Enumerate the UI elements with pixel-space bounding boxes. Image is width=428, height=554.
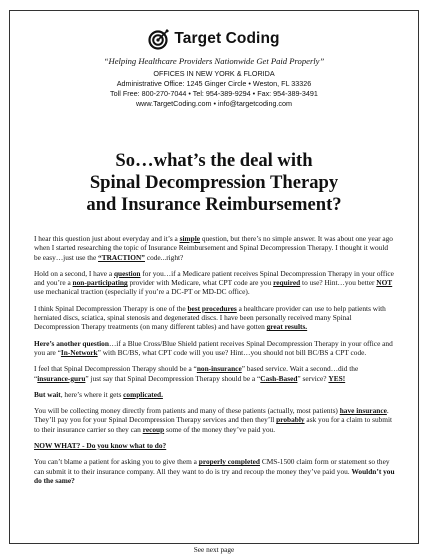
title-line-3: and Insurance Reimbursement? (86, 194, 342, 215)
emphasis: have insurance (339, 406, 387, 416)
paragraph-5 (34, 364, 396, 383)
target-icon (148, 28, 170, 50)
paragraph-9 (34, 457, 396, 485)
phone-line: Toll Free: 800-270-7044 • Tel: 954-389-9294 • Fax: 954-389-3491 (110, 89, 318, 98)
emphasis: complicated. (123, 389, 163, 399)
brand-name: Target Coding (174, 30, 280, 47)
emphasis: properly completed (198, 457, 260, 467)
page-title (10, 150, 418, 216)
text: I feel that Spinal Decompression Therapy should be a “ (34, 364, 197, 374)
emphasis: YES! (328, 373, 346, 383)
emphasis: best procedures (187, 303, 237, 313)
text: to use? Hint…you better (300, 278, 377, 288)
text: code...right? (144, 252, 184, 262)
emphasis: Cash-Based (260, 373, 298, 383)
emphasis: recoup (142, 424, 165, 434)
text: question, but there’s no simple answer. It was about one year ago when I started researching the topic of Insurance Reimbursement and Spinal Decompression Therapy. I thought it would be easy…just use the (34, 234, 393, 262)
title-line-2: Spinal Decompression Therapy (89, 172, 339, 193)
paragraph-7 (34, 406, 396, 434)
title-line-1: So…what’s the deal with (115, 150, 313, 171)
paragraph-8 (34, 441, 396, 450)
text: . They’ll pay you for your Spinal Decompression Therapy services and then they’ll (34, 406, 389, 425)
emphasis: Here’s another question (34, 338, 109, 348)
emphasis: non-insurance (196, 364, 242, 374)
offices-line: OFFICES IN NEW YORK & FLORIDA (153, 69, 275, 78)
text: ask you for a claim to submit to their insurance carrier so they can (34, 415, 393, 434)
paragraph-4 (34, 339, 396, 358)
paragraph-6 (34, 390, 396, 399)
text: ” just say that Spinal Decompression Therapy should be a “ (85, 373, 261, 383)
emphasis: NOT (376, 278, 393, 288)
text: You will be collecting money directly from patients and many of these patients (actually, most patients) (34, 406, 340, 416)
tagline: “Helping Healthcare Providers Nationwide Get Paid Properly” (103, 56, 325, 66)
text: ” with BC/BS, what CPT code will you use? Hint…you should not bill BC/BS a CPT code. (97, 347, 367, 357)
emphasis: In-Network (60, 347, 98, 357)
see-next-page: See next page (193, 545, 235, 554)
emphasis: required (273, 278, 301, 288)
text: , here’s where it gets (60, 389, 124, 399)
logo-group (148, 28, 279, 50)
paragraph-1 (34, 234, 396, 262)
emphasis: simple (179, 234, 201, 243)
web-line: www.TargetCoding.com • info@targetcoding.com (135, 99, 293, 108)
text: CMS-1500 claim form or statement so they can submit it to their insurance company. All they want to do is try and recoup the money they’ve paid you. (34, 457, 390, 476)
text: some of the money they’ve paid you. (164, 424, 276, 434)
emphasis: great results. (266, 322, 308, 332)
section-heading: NOW WHAT? - Do you know what to do? (34, 441, 167, 451)
paragraph-2 (34, 269, 396, 297)
text: I hear this question just about everyday and it’s a (34, 234, 180, 243)
text: ” based service. Wait a second…did the “ (34, 364, 359, 383)
text: …if a Blue Cross/Blue Shield patient receives Spinal Decompression Therapy in your office and you are “ (34, 338, 393, 357)
text: ” service? (297, 373, 329, 383)
text: I think Spinal Decompression Therapy is one of the (34, 303, 188, 313)
emphasis: Wouldn’t you do the same? (34, 466, 395, 485)
logo (10, 28, 418, 50)
emphasis: probably (276, 415, 305, 425)
text: provider with Medicare, what CPT code are you (127, 278, 274, 288)
address-line: Administrative Office: 1245 Ginger Circle • Weston, FL 33326 (116, 79, 312, 88)
article-body (34, 234, 396, 492)
emphasis: But wait (34, 389, 61, 399)
emphasis: non-participating (72, 278, 128, 288)
text: use mechanical traction (especially if you’re a DC-PT or MD-DC office). (34, 287, 250, 297)
text: You can’t blame a patient for asking you to give them a (34, 457, 199, 467)
document-page (9, 10, 419, 554)
text: for you…if a Medicare patient receives Spinal Decompression Therapy in your office and you’re a (34, 268, 394, 288)
emphasis: insurance-guru (37, 373, 86, 383)
paragraph-3 (34, 304, 396, 332)
emphasis: “TRACTION” (98, 252, 145, 262)
text: a healthcare provider can use to help patients with herniated discs, sciatica, spinal stenosis and degenerated discs. I have been personally received many Spinal Decompression Therapy treatments (on many different tables) and have gotten (34, 303, 386, 332)
emphasis: question (113, 268, 141, 278)
text: Hold on a second, I have a (34, 268, 114, 278)
